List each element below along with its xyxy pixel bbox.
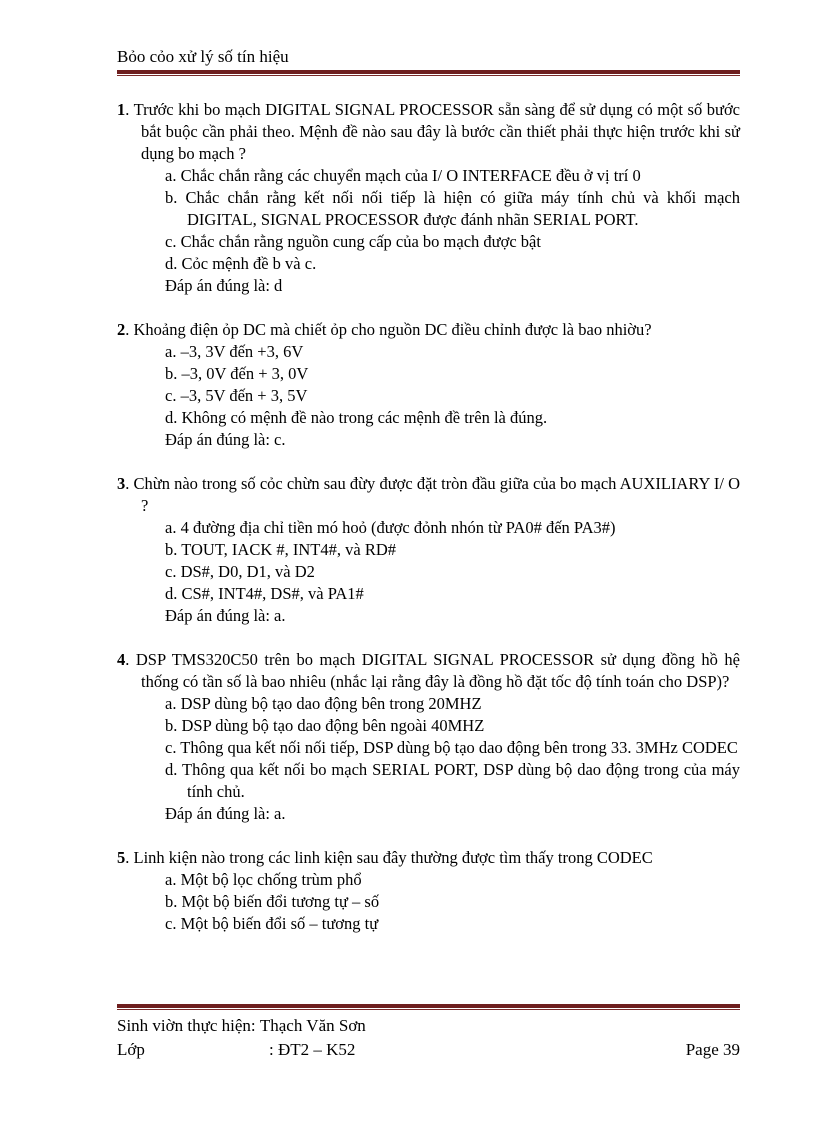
question-number: 5	[117, 848, 126, 867]
question-number: 1	[117, 100, 126, 119]
option-a: a. –3, 3V đến +3, 6V	[165, 342, 304, 361]
footer-divider	[117, 1004, 740, 1010]
answer: Đáp án đúng là: c.	[165, 430, 286, 449]
option-a: a. Chắc chắn rằng các chuyển mạch của I/ O INTERFACE đều ở vị trí 0	[165, 166, 641, 185]
option-a: a. 4 đường địa chỉ tiền mó hoỏ (được đỏnh nhón từ PA0# đến PA3#)	[165, 518, 616, 537]
question-stem: DSP TMS320C50 trên bo mạch DIGITAL SIGNAL PROCESSOR sử dụng đồng hồ hệ thống có tần số là bao nhiêu (nhắc lại rằng đây là đồng hồ đặt tốc độ tính toán cho DSP)?	[135, 650, 740, 691]
answer: Đáp án đúng là: a.	[165, 606, 286, 625]
class-label: Lớp	[117, 1040, 145, 1059]
answer: Đáp án đúng là: d	[165, 276, 283, 295]
question-3: 3. Chừn nào trong số cỏc chừn sau đừy được đặt tròn đầu giữa của bo mạch AUXILIARY I/ O ? a. 4 đường địa chỉ tiền mó hoỏ (được đỏnh nhón từ PA0# đến PA3#) b. TOUT, IACK #, INT4#, và RD# c. DS#, D0, D1, và D2 d. CS#, INT4#, DS#, và PA1# Đáp án đúng là: a.	[117, 474, 741, 625]
question-5: 5. Linh kiện nào trong các linh kiện sau đây thường được tìm thấy trong CODEC a. Một bộ lọc chống trùm phổ b. Một bộ biến đổi tương tự – số c. Một bộ biến đổi số – tương tự	[117, 847, 740, 935]
option-d: d. Không có mệnh đề nào trong các mệnh đề trên là đúng.	[165, 408, 548, 427]
document-body	[117, 99, 740, 957]
page-footer	[117, 1014, 740, 1062]
option-c: c. Thông qua kết nối nối tiếp, DSP dùng bộ tạo dao động bên trong 33. 3MHz CODEC	[165, 738, 738, 757]
question-4: 4. DSP TMS320C50 trên bo mạch DIGITAL SIGNAL PROCESSOR sử dụng đồng hồ hệ thống có tần số là bao nhiêu (nhắc lại rằng đây là đồng hồ đặt tốc độ tính toán cho DSP)? a. DSP dùng bộ tạo dao động bên trong 20MHZ b. DSP dùng bộ tạo dao động bên ngoài 40MHZ c. Thông qua kết nối nối tiếp, DSP dùng bộ tạo dao động bên trong 33. 3MHz CODEC d. Thông qua kết nối bo mạch SERIAL PORT, DSP dùng bộ dao động trong của máy tính chủ. Đáp án đúng là: a.	[117, 650, 740, 823]
option-c: c. DS#, D0, D1, và D2	[165, 562, 315, 581]
option-d: d. Thông qua kết nối bo mạch SERIAL PORT, DSP dùng bộ dao động trong của máy tính chủ.	[165, 760, 740, 801]
option-d: d. Cỏc mệnh đề b và c.	[165, 254, 317, 273]
option-b: b. Một bộ biến đổi tương tự – số	[165, 892, 380, 911]
question-2: 2. Khoảng điện ỏp DC mà chiết ỏp cho nguồn DC điều chỉnh được là bao nhiờu? a. –3, 3V đến +3, 6V b. –3, 0V đến + 3, 0V c. –3, 5V đến + 3, 5V d. Không có mệnh đề nào trong các mệnh đề trên là đúng. Đáp án đúng là: c.	[117, 319, 740, 451]
option-b: b. –3, 0V đến + 3, 0V	[165, 364, 309, 383]
option-a: a. DSP dùng bộ tạo dao động bên trong 20MHZ	[165, 694, 482, 713]
option-b: b. Chắc chắn rằng kết nối nối tiếp là hiện có giữa máy tính chủ và khối mạch DIGITAL, SIGNAL PROCESSOR được đánh nhãn SERIAL PORT.	[165, 188, 740, 229]
student-name: Thạch Văn Sơn	[259, 1016, 366, 1035]
class-value: : ĐT2 – K52	[269, 1040, 356, 1059]
option-b: b. DSP dùng bộ tạo dao động bên ngoài 40MHZ	[165, 716, 485, 735]
page-header	[117, 46, 740, 68]
question-number: 3	[117, 474, 126, 493]
header-divider	[117, 70, 740, 76]
question-stem: Linh kiện nào trong các linh kiện sau đây thường được tìm thấy trong CODEC	[133, 848, 653, 867]
header-title: Bỏo cỏo xử lý số tín hiệu	[117, 47, 289, 66]
option-c: c. –3, 5V đến + 3, 5V	[165, 386, 308, 405]
option-b: b. TOUT, IACK #, INT4#, và RD#	[165, 540, 396, 559]
option-c: c. Một bộ biến đổi số – tương tự	[165, 914, 379, 933]
student-label: Sinh viờn thực hiện:	[117, 1016, 256, 1035]
question-1: 1. Trước khi bo mạch DIGITAL SIGNAL PROCESSOR sẵn sàng để sử dụng có một số bước bắt buộc cần phải theo. Mệnh đề nào sau đây là bước cần thiết phải thực hiện trước khi sử dụng bo mạch ? a. Chắc chắn rằng các chuyển mạch của I/ O INTERFACE đều ở vị trí 0 b. Chắc chắn rằng kết nối nối tiếp là hiện có giữa máy tính chủ và khối mạch DIGITAL, SIGNAL PROCESSOR được đánh nhãn SERIAL PORT. c. Chắc chắn rằng nguồn cung cấp của bo mạch được bật d. Cỏc mệnh đề b và c. Đáp án đúng là: d	[117, 100, 740, 295]
question-stem: Khoảng điện ỏp DC mà chiết ỏp cho nguồn DC điều chỉnh được là bao nhiờu?	[133, 320, 652, 339]
answer: Đáp án đúng là: a.	[165, 804, 286, 823]
question-stem: Trước khi bo mạch DIGITAL SIGNAL PROCESSOR sẵn sàng để sử dụng có một số bước bắt buộc cần phải theo. Mệnh đề nào sau đây là bước cần thiết phải thực hiện trước khi sử dụng bo mạch ?	[133, 100, 740, 163]
option-a: a. Một bộ lọc chống trùm phổ	[165, 870, 362, 889]
option-d: d. CS#, INT4#, DS#, và PA1#	[165, 584, 364, 603]
question-stem: Chừn nào trong số cỏc chừn sau đừy được đặt tròn đầu giữa của bo mạch AUXILIARY I/ O ?	[133, 474, 741, 515]
question-number: 2	[117, 320, 126, 339]
option-c: c. Chắc chắn rằng nguồn cung cấp của bo mạch được bật	[165, 232, 541, 251]
page-number: Page 39	[685, 1040, 740, 1059]
question-number: 4	[117, 650, 126, 669]
